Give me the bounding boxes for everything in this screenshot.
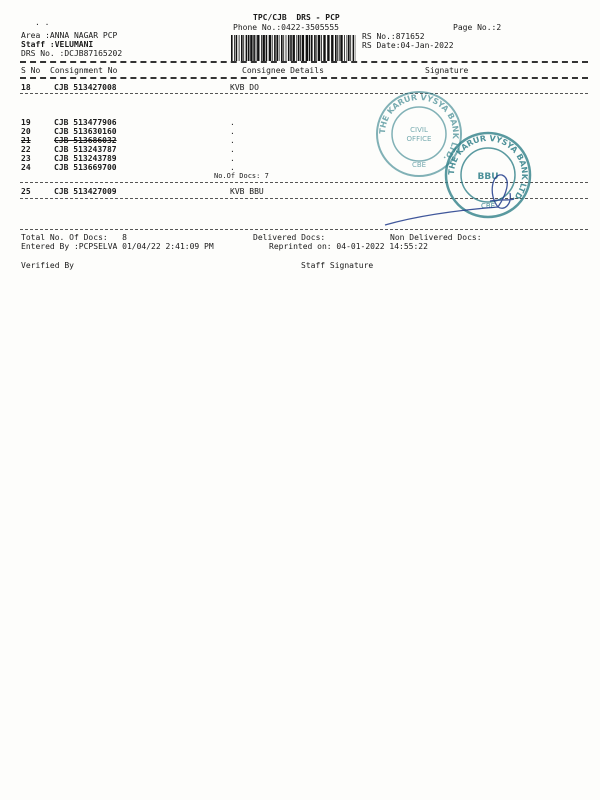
- row-sno: 19: [21, 118, 31, 127]
- svg-text:CIVIL: CIVIL: [410, 126, 428, 134]
- row-consignee: .: [230, 118, 235, 127]
- phone-number: Phone No.:0422-3505555: [233, 23, 339, 32]
- col-header-consignee: Consignee Details: [242, 66, 324, 75]
- verified-by: Verified By: [21, 261, 74, 270]
- delivered-docs: Delivered Docs:: [253, 233, 326, 242]
- staff-signature: Staff Signature: [301, 261, 374, 270]
- row-consignment: CJB 513669700: [54, 163, 117, 172]
- drs-number: DRS No. :DCJB87165202: [21, 49, 123, 58]
- svg-text:THE KARUR VYSYA BANK LTD.: THE KARUR VYSYA BANK LTD.: [446, 133, 530, 204]
- row-consignee: .: [230, 127, 235, 136]
- handwritten-signature: [380, 165, 540, 235]
- document-title: TPC/CJB DRS - PCP: [253, 13, 340, 22]
- row-sno: 25: [21, 187, 31, 196]
- staff-label: Staff :VELUMANI: [21, 40, 94, 49]
- col-header-sno: S No: [21, 66, 41, 75]
- row-consignee: .: [230, 163, 235, 172]
- entered-by: Entered By :PCPSELVA 01/04/22 2:41:09 PM: [21, 242, 214, 251]
- svg-text:THE KARUR VYSYA BANK LTD.: THE KARUR VYSYA BANK LTD.: [377, 92, 461, 163]
- row-sno: 22: [21, 145, 31, 154]
- row-consignment: CJB 513477906: [54, 118, 117, 127]
- row-divider: [20, 93, 588, 94]
- svg-text:CBE: CBE: [411, 161, 427, 169]
- row-consignment: CJB 513243787: [54, 145, 117, 154]
- column-header-divider: [20, 77, 588, 79]
- row-consignee: .: [230, 136, 235, 145]
- svg-text:CBE: CBE: [480, 202, 496, 210]
- col-header-signature: Signature: [425, 66, 469, 75]
- row-consignee: KVB BBU: [230, 187, 264, 196]
- row-sno: 23: [21, 154, 31, 163]
- row-sno: 18: [21, 83, 31, 92]
- reprinted-on: Reprinted on: 04-01-2022 14:55:22: [269, 242, 428, 251]
- row-consignee: .: [230, 154, 235, 163]
- row-consignee: .: [230, 145, 235, 154]
- row-sno: 21: [21, 136, 31, 145]
- svg-text:OFFICE: OFFICE: [406, 135, 432, 143]
- row-consignment: CJB 513243789: [54, 154, 117, 163]
- row-consignee: KVB DO: [230, 83, 259, 92]
- row-sno: 20: [21, 127, 31, 136]
- row-consignment: CJB 513427008: [54, 83, 117, 92]
- total-docs: Total No. Of Docs: 8: [21, 233, 127, 242]
- non-delivered-docs: Non Delivered Docs:: [390, 233, 482, 242]
- row-consignment: CJB 513630160: [54, 127, 117, 136]
- rs-date: RS Date:04-Jan-2022: [362, 41, 454, 50]
- col-header-consignment: Consignment No: [50, 66, 118, 75]
- row-sno: 24: [21, 163, 31, 172]
- dots: . .: [35, 18, 50, 27]
- page-number: Page No.:2: [453, 23, 502, 32]
- area-label: Area :ANNA NAGAR PCP: [21, 31, 118, 40]
- barcode-image: [231, 35, 356, 61]
- rs-number: RS No.:871652: [362, 32, 425, 41]
- row-consignment: CJB 513427009: [54, 187, 117, 196]
- svg-text:BBU: BBU: [477, 172, 499, 182]
- group-doc-count: No.Of Docs: 7: [214, 172, 269, 180]
- row-consignment: CJB 513686032: [54, 136, 117, 145]
- header-divider: [20, 61, 588, 63]
